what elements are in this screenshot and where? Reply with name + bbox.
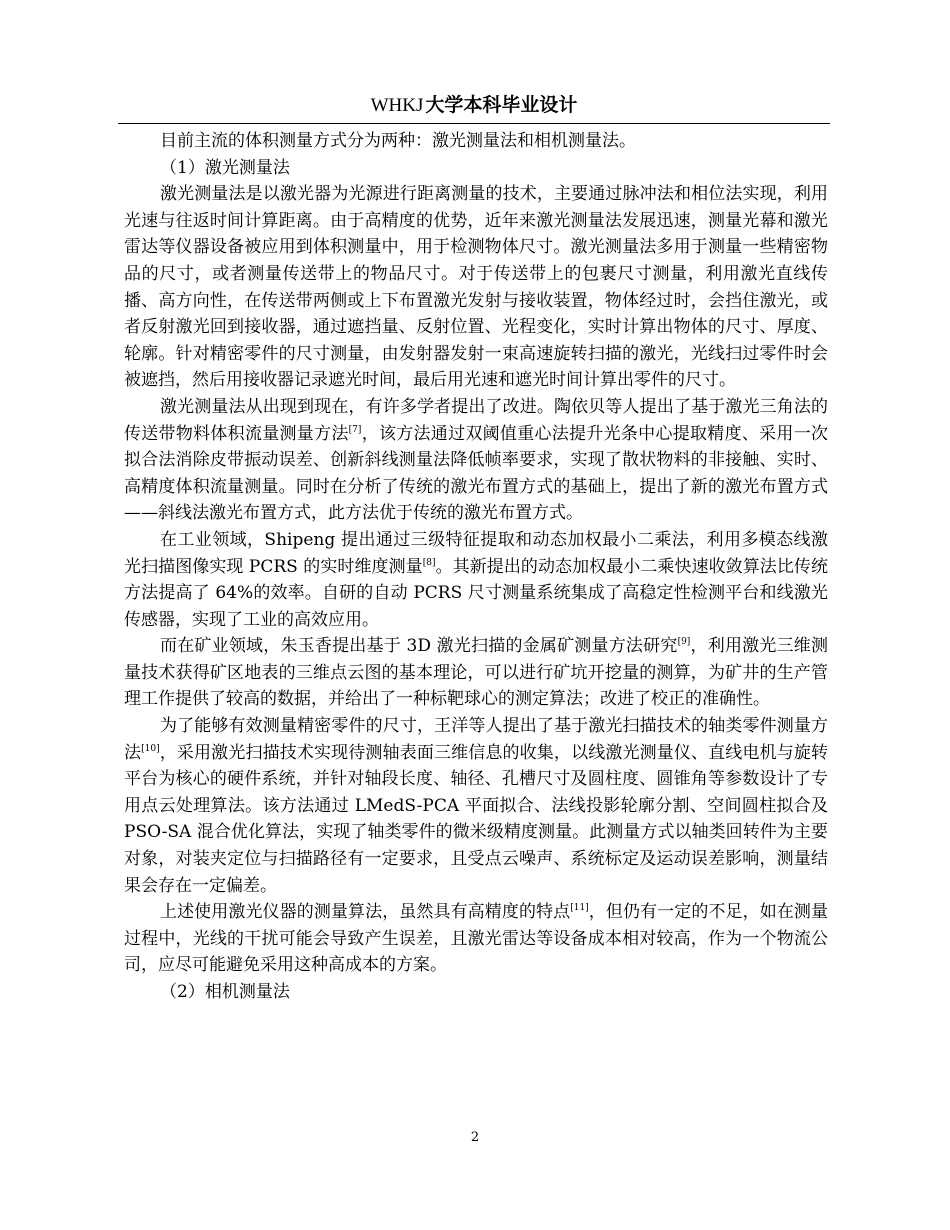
paragraph-text: 为了能够有效测量精密零件的尺寸，王洋等人提出了基于激光扫描技术的轴类零件测量方法 xyxy=(124,716,828,763)
paragraph-industrial xyxy=(124,527,828,633)
paragraph-text: 上述使用激光仪器的测量算法，虽然具有高精度的特点 xyxy=(160,902,571,923)
paragraph-intro xyxy=(124,128,828,155)
heading-text: （1）激光测量法 xyxy=(160,157,290,178)
paragraph-text: ，利用激光三维测量技术获得矿区地表的三维点云图的基本理论，可以进行矿坑开挖量的测算，为矿井的生产管理工作提供了较高的数据，并给出了一种标靶球心的测定算法；改进了校正的准确性。 xyxy=(124,636,828,710)
header-title: 大学本科毕业设计 xyxy=(425,94,578,116)
section-heading-camera xyxy=(124,979,828,1006)
citation-ref: [10] xyxy=(141,743,160,754)
paragraph-text: 而在矿业领域，朱玉香提出基于 3D 激光扫描的金属矿测量方法研究 xyxy=(160,636,678,657)
page-number: 2 xyxy=(470,1130,480,1145)
paragraph-text: 目前主流的体积测量方式分为两种：激光测量法和相机测量法。 xyxy=(160,131,636,151)
paragraph-text: ，该方法通过双阈值重心法提升光条中心提取精度、采用一次拟合法消除皮带振动误差、创新斜线测量法降低帧率要求，实现了散状物料的非接触、实时、高精度体积流量测量。同时在分析了传统的激光布置方式的基础上，提出了新的激光布置方式——斜线法激光布置方式，此方法优于传统的激光布置方式。 xyxy=(124,423,828,524)
citation-ref: [11] xyxy=(570,903,589,914)
paragraph-text: 。其新提出的动态加权最小二乘快速收敛算法比传统方法提高了 64%的效率。自研的自动 PCRS 尺寸测量系统集成了高稳定性检测平台和线激光传感器，实现了工业的高效应用。 xyxy=(124,556,829,630)
paragraph-text: 激光测量法是以激光器为光源进行距离测量的技术，主要通过脉冲法和相位法实现，利用光速与往返时间计算距离。由于高精度的优势，近年来激光测量法发展迅速，测量光幕和激光雷达等仪器设备被应用到体积测量中，用于检测物体尺寸。激光测量法多用于测量一些精密物品的尺寸，或者测量传送带上的物品尺寸。对于传送带上的包裹尺寸测量，利用激光直线传播、高方向性，在传送带两侧或上下布置激光发射与接收装置，物体经过时，会挡住激光，或者反射激光回到接收器，通过遮挡量、反射位置、光程变化，实时计算出物体的尺寸、厚度、轮廓。针对精密零件的尺寸测量，由发射器发射一束高速旋转扫描的激光，光线扫过零件时会被遮挡，然后用接收器记录遮光时间，最后用光速和遮光时间计算出零件的尺寸。 xyxy=(124,184,828,391)
page-header xyxy=(118,92,830,124)
citation-ref: [8] xyxy=(422,557,436,568)
paragraph-laser-method xyxy=(124,181,828,394)
paragraph-conveyor-improvement xyxy=(124,394,828,527)
paragraph-summary xyxy=(124,899,828,979)
body-text xyxy=(124,128,828,1006)
paragraph-mining xyxy=(124,633,828,713)
paragraph-shaft-parts xyxy=(124,713,828,899)
paragraph-text: 激光测量法从出现到现在，有许多学者提出了改进。陶依贝等人提出了基于激光三角法的传送带物料体积流量测量方法 xyxy=(124,396,828,444)
paragraph-text: ，采用激光扫描技术实现待测轴表面三维信息的收集，以线激光测量仪、直线电机与旋转平台为核心的硬件系统，并针对轴段长度、轴径、孔槽尺寸及圆柱度、圆锥角等参数设计了专用点云处理算法。该方法通过 LMedS-PCA 平面拟合、法线投影轮廓分割、空间圆柱拟合及 PSO-SA 混合优化算法，实现了轴类零件的微米级精度测量。此测量方式以轴类回转件为主要对象，对装夹定位与扫描路径有一定要求，且受点云噪声、系统标定及运动误差影响，测量结果会存在一定偏差。 xyxy=(124,742,829,896)
section-heading-laser xyxy=(124,155,828,182)
citation-ref: [7] xyxy=(348,424,362,435)
paragraph-text: ，但仍有一定的不足，如在测量过程中，光线的干扰可能会导致产生误差，且激光雷达等设备成本相对较高，作为一个物流公司，应尽可能避免采用这种高成本的方案。 xyxy=(124,902,829,976)
citation-ref: [9] xyxy=(677,637,691,648)
heading-text: （2）相机测量法 xyxy=(160,982,290,1002)
paragraph-text: 在工业领域，Shipeng 提出通过三级特征提取和动态加权最小二乘法，利用多模态线激光扫描图像实现 PCRS 的实时维度测量 xyxy=(124,529,828,577)
header-code: WHKJ xyxy=(370,95,424,116)
